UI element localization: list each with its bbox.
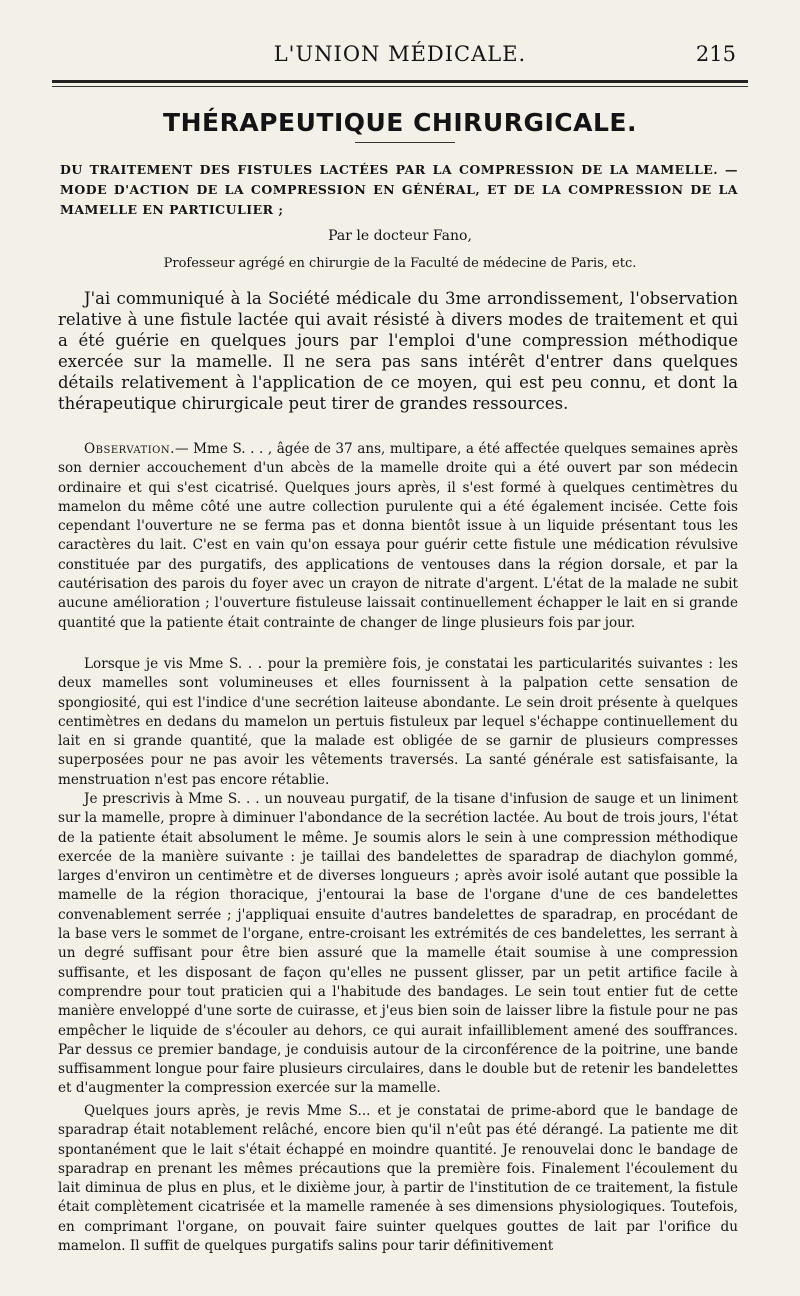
observation-text: — Mme S. . . , âgée de 37 ans, multipare, a été affectée quelques semaines après son dernier accouchement d'un abcès de la mamelle droite qui a été ouvert par son médecin ordinaire et qui s'est cicatrisé. Quelques jours après, il s'est formé à quelques centimètres du mamelon du même côté une autre collection purulente qui a été également incisée. Cette fois cependant l'ouverture ne se ferma pas et donna bientôt issue à un liquide présentant tous les caractères du lait. C'est en vain qu'on essaya pour guérir cette fistule une médication révulsive constituée par des purgatifs, des applications de ventouses dans la région dorsale, et par la cautérisation des parois du foyer avec un crayon de nitrate d'argent. L'état de la malade ne subit aucune amélioration ; l'ouverture fistuleuse laissait continuellement échapper le lait en si grande quantité que la patiente était contrainte de changer de linge plusieurs fois par jour. — [58, 441, 738, 631]
running-header — [60, 42, 740, 78]
article-heading: DU TRAITEMENT DES FISTULES LACTÉES PAR LA COMPRESSION DE LA MAMELLE. — MODE D'ACTION DE LA COMPRESSION EN GÉNÉRAL, ET DE LA COMPRESSION DE LA MAMELLE EN PARTICULIER ; — [60, 162, 738, 217]
paragraph-3: Je prescrivis à Mme S. . . un nouveau purgatif, de la tisane d'infusion de sauge et un liniment sur la mamelle, propre à diminuer l'abondance de la secrétion lactée. Au bout de trois jours, l'état de la patiente était absolument le même. Je soumis alors le sein à une compression méthodique exercée de la manière suivante : je taillai des bandelettes de sparadrap de diachylon gommé, larges d'environ un centimètre et de diverses longueurs ; après avoir isolé autant que possible la mamelle de la région thoracique, j'entourai la base de l'organe d'une de ces bandelettes convenablement serrée ; j'appliquai ensuite d'autres bandelettes de sparadrap, en procédant de la base vers le sommet de l'organe, entre-croisant les extrémités de ces bandelettes, les serrant à un degré suffisant pour être bien assuré que la mamelle était soumise à une compression suffisante, et les disposant de façon qu'elles ne pussent glisser, par un petit artifice facile à comprendre pour tout praticien qui a l'habitude des bandages. Le sein tout entier fut de cette manière enveloppé d'une sorte de cuirasse, et j'eus bien soin de laisser libre la fistule pour ne pas empêcher le liquide de s'écouler au dehors, ce qui aurait infailliblement amené des souffrances. Par dessus ce premier bandage, je conduisis autour de la circonférence de la poitrine, une bande suffisamment longue pour faire plusieurs circulaires, dans le double but de retenir les bandelettes et d'augmenter la compression exercée sur la mamelle. — [58, 791, 738, 1097]
intro-paragraph: J'ai communiqué à la Société médicale du 3me arrondissement, l'observation relative à une fistule lactée qui avait résisté à divers modes de traitement et qui a été guérie en quelques jours par l'emploi d'une compression méthodique exercée sur la mamelle. Il ne sera pas sans intérêt d'entrer dans quelques détails relativement à l'application de ce moyen, qui est peu connu, et dont la thérapeutique chirurgicale peut tirer de grandes ressources. — [58, 289, 738, 413]
journal-title: L'UNION MÉDICALE. — [273, 42, 527, 66]
observation-paragraph — [58, 440, 738, 633]
title-divider — [355, 142, 455, 143]
author-affiliation: Professeur agrégé en chirurgie de la Faculté de médecine de Paris, etc. — [163, 256, 637, 271]
header-rule-thick — [52, 80, 748, 83]
author-byline: Par le docteur Fano, — [328, 228, 472, 244]
page-number: 215 — [695, 42, 736, 66]
header-rule-thin — [52, 86, 748, 87]
observation-label: Observation. — [84, 441, 175, 457]
paragraph-4: Quelques jours après, je revis Mme S... et je constatai de prime-abord que le bandage de sparadrap était notablement relâché, encore bien qu'il n'eût pas été dérangé. La patiente me dit spontanément que le lait s'était échappé en moindre quantité. Je renouvelai donc le bandage de sparadrap en prenant les mêmes précautions que la première fois. Finalement l'écoulement du lait diminua de plus en plus, et le dixième jour, à partir de l'institution de ce traitement, la fistule était complètement cicatrisée et la mamelle ramenée à ses dimensions physiologiques. Toutefois, en comprimant l'organe, on pouvait faire suinter quelques gouttes de lait par l'orifice du mamelon. Il suffit de quelques purgatifs salins pour tarir définitivement — [58, 1103, 738, 1255]
section-title: THÉRAPEUTIQUE CHIRURGICALE. — [163, 108, 637, 137]
paragraph-2: Lorsque je vis Mme S. . . pour la première fois, je constatai les particularités suivantes : les deux mamelles sont volumineuses et elles fournissent à la palpation cette sensation de spongiosité, qui est l'indice d'une secrétion laiteuse abondante. Le sein droit présente à quelques centimètres en dedans du mamelon un pertuis fistuleux par lequel s'échappe continuellement du lait en si grande quantité, que la malade est obligée de se garnir de plusieurs compresses superposées pour ne pas avoir les vêtements traversés. La santé générale est satisfaisante, la menstruation n'est pas encore rétablie. — [58, 656, 738, 788]
